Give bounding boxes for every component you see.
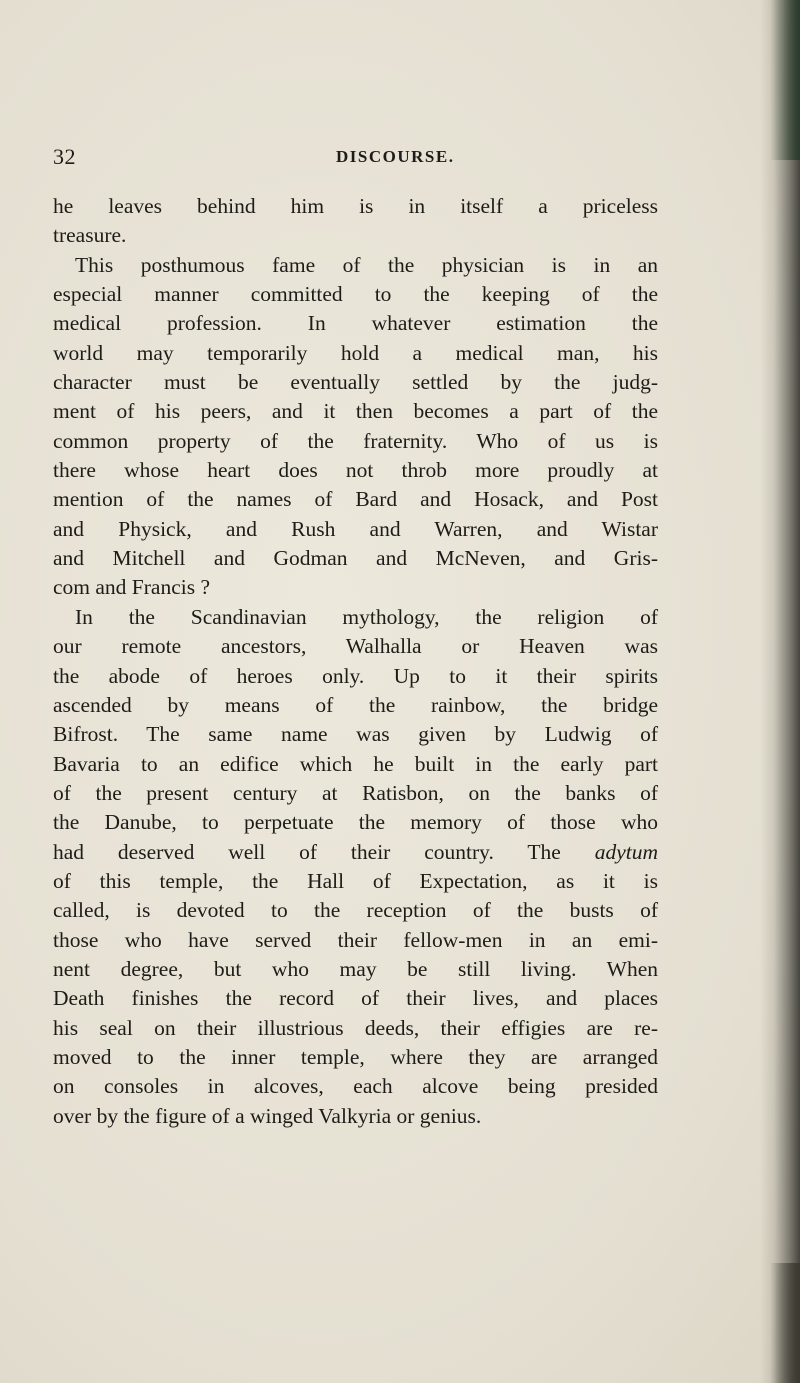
text-line: there whose heart does not throb more proudly at (53, 458, 658, 483)
text-line: character must be eventually settled by the judg- (53, 370, 658, 395)
text-line: our remote ancestors, Walhalla or Heaven was (53, 634, 658, 659)
text-line: medical profession. In whatever estimation the (53, 311, 658, 336)
text-line: Bifrost. The same name was given by Ludwig of (53, 722, 658, 747)
text-line: of the present century at Ratisbon, on the banks of (53, 780, 658, 805)
text-line: those who have served their fellow-men in an emi- (53, 927, 658, 952)
text-line: of this temple, the Hall of Expectation, as it is (53, 868, 658, 893)
text-line: called, is devoted to the reception of the busts of (53, 898, 658, 923)
page-edge-top (770, 0, 800, 160)
text-line: In the Scandinavian mythology, the religion of (75, 604, 658, 629)
text-line: treasure. (53, 223, 127, 248)
text-line: mention of the names of Bard and Hosack, and Post (53, 487, 658, 512)
text-line: on consoles in alcoves, each alcove being presided (53, 1074, 658, 1099)
body-text (53, 192, 658, 1131)
page-header (53, 144, 656, 174)
text-line: Death finishes the record of their lives, and places (53, 986, 658, 1011)
text-line: and Physick, and Rush and Warren, and Wistar (53, 516, 658, 541)
text-line: world may temporarily hold a medical man, his (53, 340, 658, 365)
text-line: This posthumous fame of the physician is in an (75, 252, 658, 277)
text-line: and Mitchell and Godman and McNeven, and Gris- (53, 546, 658, 571)
text-line: Bavaria to an edifice which he built in the early part (53, 751, 658, 776)
text-line: over by the figure of a winged Valkyria or genius. (53, 1103, 482, 1128)
text-line: especial manner committed to the keeping of the (53, 282, 658, 307)
text-line: ascended by means of the rainbow, the bridge (53, 692, 658, 717)
text-line-with-italic (53, 838, 658, 867)
text-segment: had deserved well of their country. The (53, 839, 595, 864)
text-line: nent degree, but who may be still living. When (53, 956, 658, 981)
text-line: ment of his peers, and it then becomes a part of the (53, 399, 658, 424)
text-line: his seal on their illustrious deeds, their effigies are re- (53, 1015, 658, 1040)
text-line: common property of the fraternity. Who of us is (53, 428, 658, 453)
page-number: 32 (53, 144, 76, 169)
italic-word: adytum (594, 839, 658, 864)
page-edge-bottom (770, 1263, 800, 1383)
running-title: DISCOURSE. (336, 147, 455, 166)
text-line: the abode of heroes only. Up to it their spirits (53, 663, 658, 688)
text-line: moved to the inner temple, where they are arranged (53, 1044, 658, 1069)
text-line: the Danube, to perpetuate the memory of those who (53, 810, 658, 835)
binding-shadow (760, 0, 800, 1383)
text-line: he leaves behind him is in itself a priceless (53, 194, 658, 218)
text-line: com and Francis ? (53, 575, 211, 600)
